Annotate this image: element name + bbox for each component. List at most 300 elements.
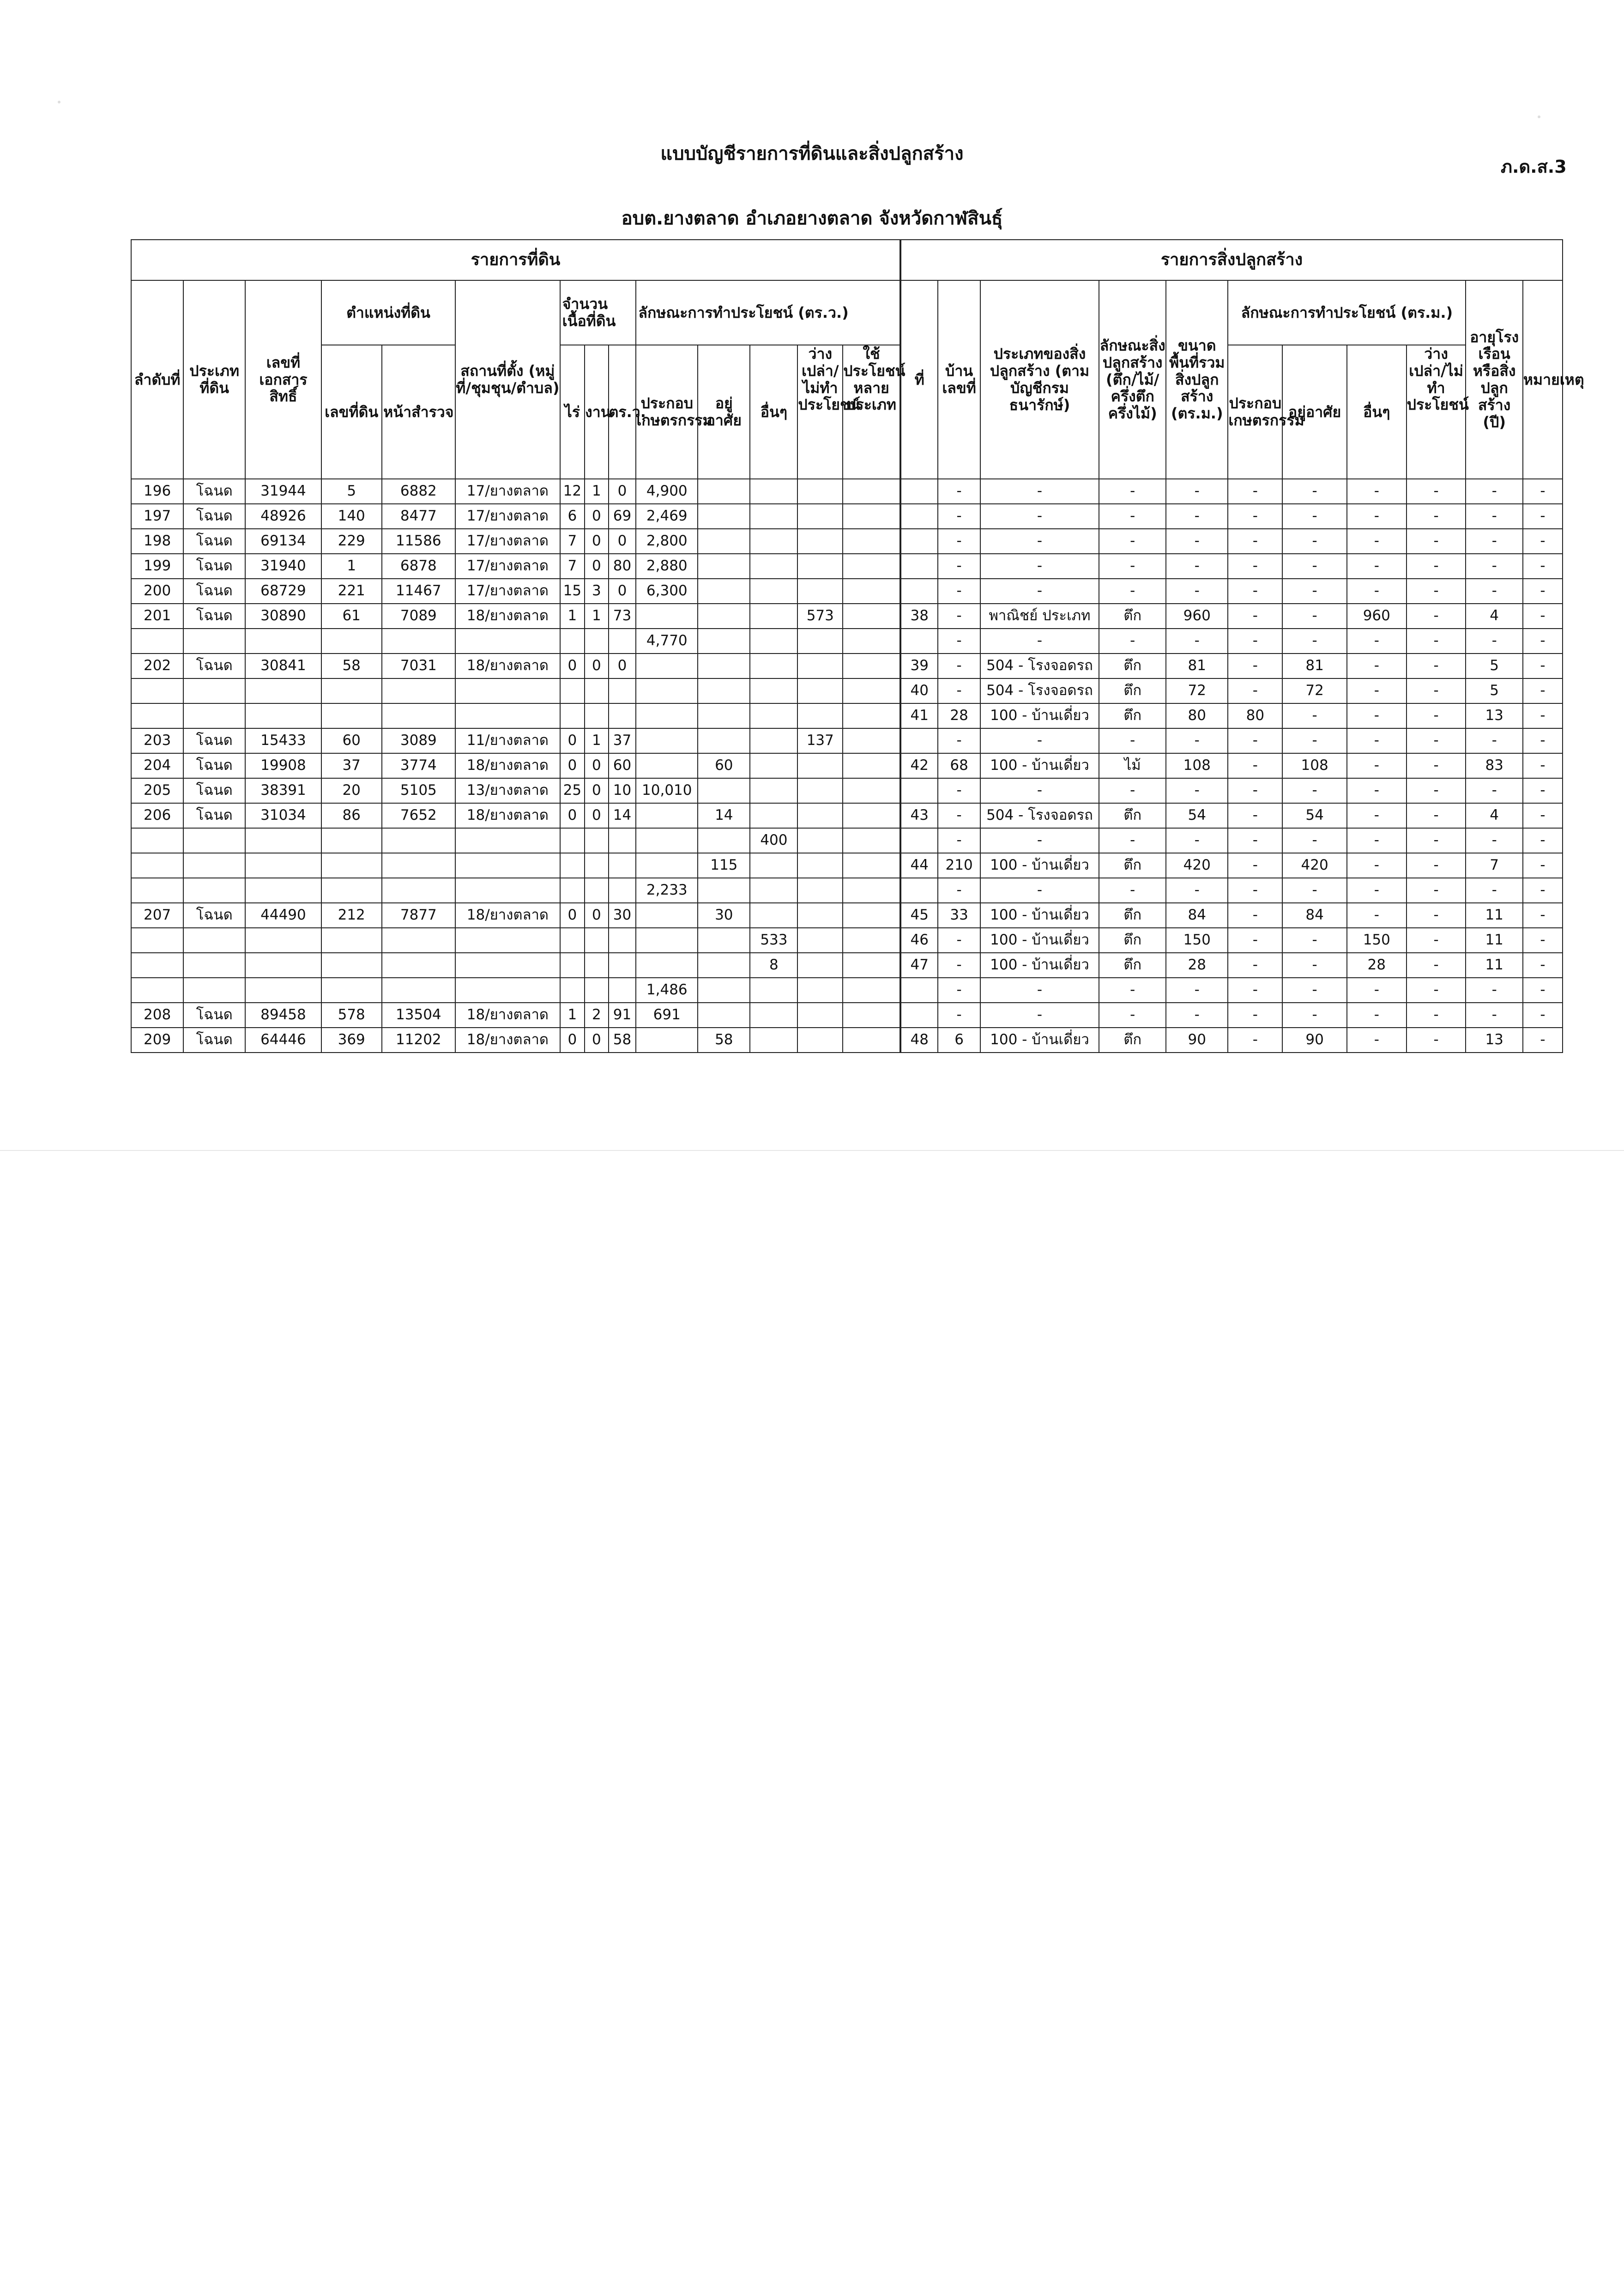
table-cell: 1 [585,479,608,504]
table-cell [843,479,900,504]
table-cell: 100 - บ้านเดี่ยว [980,903,1099,928]
table-cell: - [938,978,980,1003]
table-cell [382,853,456,878]
table-cell [131,678,183,703]
table-cell: 68729 [245,579,321,604]
table-cell: โฉนด [183,728,245,753]
table-cell: 18/ยางตลาด [455,654,560,678]
table-cell [698,678,750,703]
table-cell [382,629,456,654]
table-cell: - [1466,978,1522,1003]
table-cell [750,978,797,1003]
table-cell: - [938,878,980,903]
table-cell [131,703,183,728]
col-floor-area: ขนาดพื้นที่รวมสิ่งปลูกสร้าง (ตร.ม.) [1166,280,1228,479]
table-cell: - [1407,678,1466,703]
table-cell: 0 [585,654,608,678]
col-bldg-type: ประเภทของสิ่งปลูกสร้าง (ตามบัญชีกรมธนารักษ์) [980,280,1099,479]
table-cell [585,878,608,903]
table-cell: 14 [698,803,750,828]
table-cell: - [1347,1028,1407,1053]
table-cell: 10,010 [636,778,698,803]
table-cell: 14 [609,803,636,828]
table-cell: 38 [901,604,938,629]
table-cell: 80 [1228,703,1282,728]
table-cell [382,978,456,1003]
table-cell [560,878,585,903]
table-cell [609,828,636,853]
table-cell: - [1523,604,1563,629]
table-cell [797,928,843,953]
table-cell [698,554,750,579]
table-cell: โฉนด [183,753,245,778]
table-cell: - [1228,479,1282,504]
table-cell: 207 [131,903,183,928]
table-cell [698,629,750,654]
table-cell: - [1407,504,1466,529]
table-cell: 7652 [382,803,456,828]
col-rai: ไร่ [560,345,585,479]
table-cell [183,928,245,953]
col-bldg-residence: อยู่อาศัย [1282,345,1347,479]
table-cell: - [1282,828,1347,853]
table-cell: - [1347,529,1407,554]
table-cell [843,928,900,953]
table-cell [901,554,938,579]
table-cell: 1 [585,728,608,753]
table-cell [750,579,797,604]
land-table [131,239,906,1053]
table-cell [843,878,900,903]
table-cell [750,703,797,728]
table-cell: 30 [609,903,636,928]
table-cell: 100 - บ้านเดี่ยว [980,703,1099,728]
table-cell [609,878,636,903]
table-cell: 18/ยางตลาด [455,1003,560,1028]
table-cell [901,579,938,604]
table-cell [901,479,938,504]
table-cell [382,953,456,978]
table-cell [698,654,750,678]
table-cell: 45 [901,903,938,928]
table-cell: - [980,529,1099,554]
table-cell [245,878,321,903]
table-cell: 58 [321,654,382,678]
table-cell: 18/ยางตลาด [455,903,560,928]
table-cell: โฉนด [183,903,245,928]
table-cell: - [1228,678,1282,703]
table-cell: 5105 [382,778,456,803]
table-cell: - [1347,853,1407,878]
table-cell: 400 [750,828,797,853]
table-cell: 4,770 [636,629,698,654]
table-cell: - [1407,529,1466,554]
table-cell [750,554,797,579]
table-cell: 0 [585,903,608,928]
table-cell: - [1099,579,1166,604]
table-cell: - [1099,479,1166,504]
table-cell: 504 - โรงจอดรถ [980,654,1099,678]
table-cell: - [1282,604,1347,629]
table-cell [585,703,608,728]
table-cell: - [1523,1003,1563,1028]
table-cell: 209 [131,1028,183,1053]
table-cell: 41 [901,703,938,728]
table-cell [183,828,245,853]
table-cell [183,878,245,903]
table-cell: 108 [1282,753,1347,778]
table-cell: 11467 [382,579,456,604]
table-cell: 12 [560,479,585,504]
building-table [900,239,1584,1053]
table-cell: - [1228,753,1282,778]
land-row [131,604,900,629]
table-cell: 47 [901,953,938,978]
table-cell: - [1099,554,1166,579]
building-row [901,853,1563,878]
table-cell: 54 [1282,803,1347,828]
table-cell: - [1407,778,1466,803]
table-cell: 0 [609,579,636,604]
table-cell: - [1407,728,1466,753]
table-cell: - [980,579,1099,604]
table-cell: 210 [938,853,980,878]
table-cell [698,828,750,853]
table-cell: ตึก [1099,953,1166,978]
table-cell [698,604,750,629]
table-cell: - [1166,479,1228,504]
table-cell: 80 [609,554,636,579]
table-cell: - [1166,728,1228,753]
table-cell [843,554,900,579]
table-cell: - [1466,778,1522,803]
table-cell: - [938,828,980,853]
table-cell: 0 [560,1028,585,1053]
table-cell: - [1347,479,1407,504]
table-cell: - [1407,928,1466,953]
table-cell: - [1523,903,1563,928]
table-cell: 1,486 [636,978,698,1003]
table-cell: โฉนด [183,554,245,579]
table-cell [698,703,750,728]
table-cell: 0 [585,778,608,803]
table-cell: 205 [131,778,183,803]
col-house-no: บ้านเลขที่ [938,280,980,479]
building-section-title: รายการสิ่งปลูกสร้าง [901,240,1563,280]
table-cell [455,853,560,878]
table-cell [455,928,560,953]
table-cell: 11 [1466,903,1522,928]
table-cell: 0 [585,1028,608,1053]
table-cell [585,928,608,953]
table-cell: - [938,678,980,703]
table-cell: 11586 [382,529,456,554]
table-cell: 2,800 [636,529,698,554]
table-cell: 573 [797,604,843,629]
table-cell [843,654,900,678]
table-cell: - [1523,828,1563,853]
table-cell: 201 [131,604,183,629]
table-cell [560,678,585,703]
table-cell: 38391 [245,778,321,803]
col-land-mixed: ใช้ประโยชน์หลายประเภท [843,345,900,479]
table-cell: - [938,1003,980,1028]
table-cell [698,504,750,529]
table-cell: - [980,728,1099,753]
building-row [901,1003,1563,1028]
table-cell: 212 [321,903,382,928]
table-cell: - [1523,953,1563,978]
table-cell [183,678,245,703]
table-cell [245,853,321,878]
table-cell: 44490 [245,903,321,928]
table-cell [750,903,797,928]
land-row [131,579,900,604]
table-cell: - [1228,529,1282,554]
table-cell: 7 [1466,853,1522,878]
table-cell: 37 [609,728,636,753]
table-cell [797,953,843,978]
table-cell: 84 [1282,903,1347,928]
table-cell: 150 [1347,928,1407,953]
table-cell: 6882 [382,479,456,504]
land-row [131,928,900,953]
table-cell: โฉนด [183,504,245,529]
table-cell [245,953,321,978]
col-structure: ลักษณะสิ่งปลูกสร้าง (ตึก/ไม้/ครึ่งตึกครึ่งไม้) [1099,280,1166,479]
table-cell: - [1166,978,1228,1003]
table-cell [750,753,797,778]
table-cell: - [938,654,980,678]
table-cell: - [1407,753,1466,778]
table-cell [843,1028,900,1053]
table-cell: 533 [750,928,797,953]
table-cell [245,703,321,728]
table-cell: 20 [321,778,382,803]
table-cell: - [938,504,980,529]
table-cell: 17/ยางตลาด [455,504,560,529]
table-cell: - [1347,554,1407,579]
table-cell [455,678,560,703]
table-cell [901,629,938,654]
table-cell: - [938,928,980,953]
table-cell: 0 [585,753,608,778]
table-cell: 0 [560,803,585,828]
building-row [901,678,1563,703]
table-cell: 60 [321,728,382,753]
table-cell: 504 - โรงจอดรถ [980,678,1099,703]
table-cell: 504 - โรงจอดรถ [980,803,1099,828]
table-cell: 60 [609,753,636,778]
table-cell [382,878,456,903]
table-cell: 48926 [245,504,321,529]
land-row [131,703,900,728]
building-row [901,778,1563,803]
table-cell: - [1523,778,1563,803]
table-cell: - [1282,579,1347,604]
table-cell [698,928,750,953]
table-cell: 6 [560,504,585,529]
table-cell: 60 [698,753,750,778]
table-cell [750,479,797,504]
land-row [131,479,900,504]
table-cell [131,878,183,903]
col-bldg-other: อื่นๆ [1347,345,1407,479]
table-cell: 31944 [245,479,321,504]
table-cell: 13504 [382,1003,456,1028]
table-cell: - [1407,878,1466,903]
table-cell [750,803,797,828]
table-cell: - [1523,554,1563,579]
land-section-title: รายการที่ดิน [131,240,900,280]
table-cell: 30841 [245,654,321,678]
table-cell: - [980,479,1099,504]
table-cell [183,703,245,728]
table-cell [560,953,585,978]
table-cell [797,878,843,903]
table-cell: 30890 [245,604,321,629]
table-cell: - [1407,629,1466,654]
building-row [901,903,1563,928]
table-cell: 960 [1347,604,1407,629]
table-cell: - [1523,803,1563,828]
table-cell: 199 [131,554,183,579]
table-cell: - [980,778,1099,803]
table-cell: 54 [1166,803,1228,828]
table-cell: 1 [560,1003,585,1028]
table-cell [183,629,245,654]
table-cell: - [1407,654,1466,678]
table-cell: 0 [585,554,608,579]
table-cell: 17/ยางตลาด [455,579,560,604]
table-cell: 17/ยางตลาด [455,554,560,579]
col-ngan: งาน [585,345,608,479]
building-row [901,1028,1563,1053]
table-cell [750,1028,797,1053]
table-cell: - [1523,678,1563,703]
table-cell [609,928,636,953]
building-row [901,803,1563,828]
table-cell [797,703,843,728]
table-cell: - [1466,529,1522,554]
table-cell: พาณิชย์ ประเภท [980,604,1099,629]
table-cell: 0 [609,479,636,504]
table-cell: 100 - บ้านเดี่ยว [980,753,1099,778]
table-cell [585,978,608,1003]
table-cell: - [1466,554,1522,579]
table-cell: - [1099,878,1166,903]
table-cell: 197 [131,504,183,529]
table-cell [750,728,797,753]
table-cell [843,953,900,978]
table-cell: 11 [1466,928,1522,953]
table-cell: - [1228,728,1282,753]
table-cell: 43 [901,803,938,828]
table-cell: 7031 [382,654,456,678]
table-cell [455,878,560,903]
table-cell: 4 [1466,803,1522,828]
table-cell [245,978,321,1003]
land-row [131,978,900,1003]
table-cell [797,629,843,654]
table-cell [843,703,900,728]
table-cell [321,978,382,1003]
col-land-agri: ประกอบเกษตรกรรม [636,345,698,479]
table-cell [560,703,585,728]
table-cell: - [1523,479,1563,504]
table-cell: โฉนด [183,803,245,828]
table-cell: โฉนด [183,604,245,629]
table-cell: ตึก [1099,703,1166,728]
table-cell: - [1099,978,1166,1003]
building-row [901,479,1563,504]
table-cell [131,953,183,978]
table-cell [609,953,636,978]
table-cell: 7877 [382,903,456,928]
table-cell: - [1347,579,1407,604]
table-cell: - [1347,978,1407,1003]
table-cell: โฉนด [183,1003,245,1028]
table-cell: - [1347,728,1407,753]
table-cell: 58 [609,1028,636,1053]
table-cell [321,828,382,853]
table-cell: - [1166,554,1228,579]
table-cell [797,479,843,504]
table-cell [382,703,456,728]
table-cell: 0 [560,654,585,678]
land-row [131,728,900,753]
document-subtitle: อบต.ยางตลาด อำเภอยางตลาด จังหวัดกาฬสินธุ์ [621,208,1003,229]
table-cell [455,978,560,1003]
land-row [131,504,900,529]
table-cell: - [1523,753,1563,778]
table-cell: - [1347,803,1407,828]
table-cell [183,853,245,878]
table-cell: - [1407,1028,1466,1053]
col-land-residence: อยู่อาศัย [698,345,750,479]
col-survey-page: หน้าสำรวจ [382,345,456,479]
table-cell: - [1466,504,1522,529]
table-cell: 206 [131,803,183,828]
table-cell: 200 [131,579,183,604]
col-location: สถานที่ตั้ง (หมู่ที่/ชุมชุน/ตำบล) [455,280,560,479]
table-cell: 137 [797,728,843,753]
table-cell: 1 [585,604,608,629]
table-cell: 1 [560,604,585,629]
table-cell: - [1466,579,1522,604]
table-cell: 420 [1166,853,1228,878]
table-cell: 18/ยางตลาด [455,604,560,629]
table-cell [843,579,900,604]
table-cell: - [1407,803,1466,828]
table-cell: - [1523,878,1563,903]
table-cell: โฉนด [183,778,245,803]
table-cell: 2,233 [636,878,698,903]
table-cell [901,878,938,903]
table-cell: 0 [585,504,608,529]
table-cell [585,828,608,853]
table-cell: - [980,978,1099,1003]
table-cell: - [938,554,980,579]
table-cell: - [938,803,980,828]
table-cell: - [1466,629,1522,654]
table-cell: 17/ยางตลาด [455,529,560,554]
land-row [131,1028,900,1053]
table-cell: - [1347,678,1407,703]
table-cell: 40 [901,678,938,703]
table-cell: 100 - บ้านเดี่ยว [980,953,1099,978]
table-cell: - [1282,1003,1347,1028]
